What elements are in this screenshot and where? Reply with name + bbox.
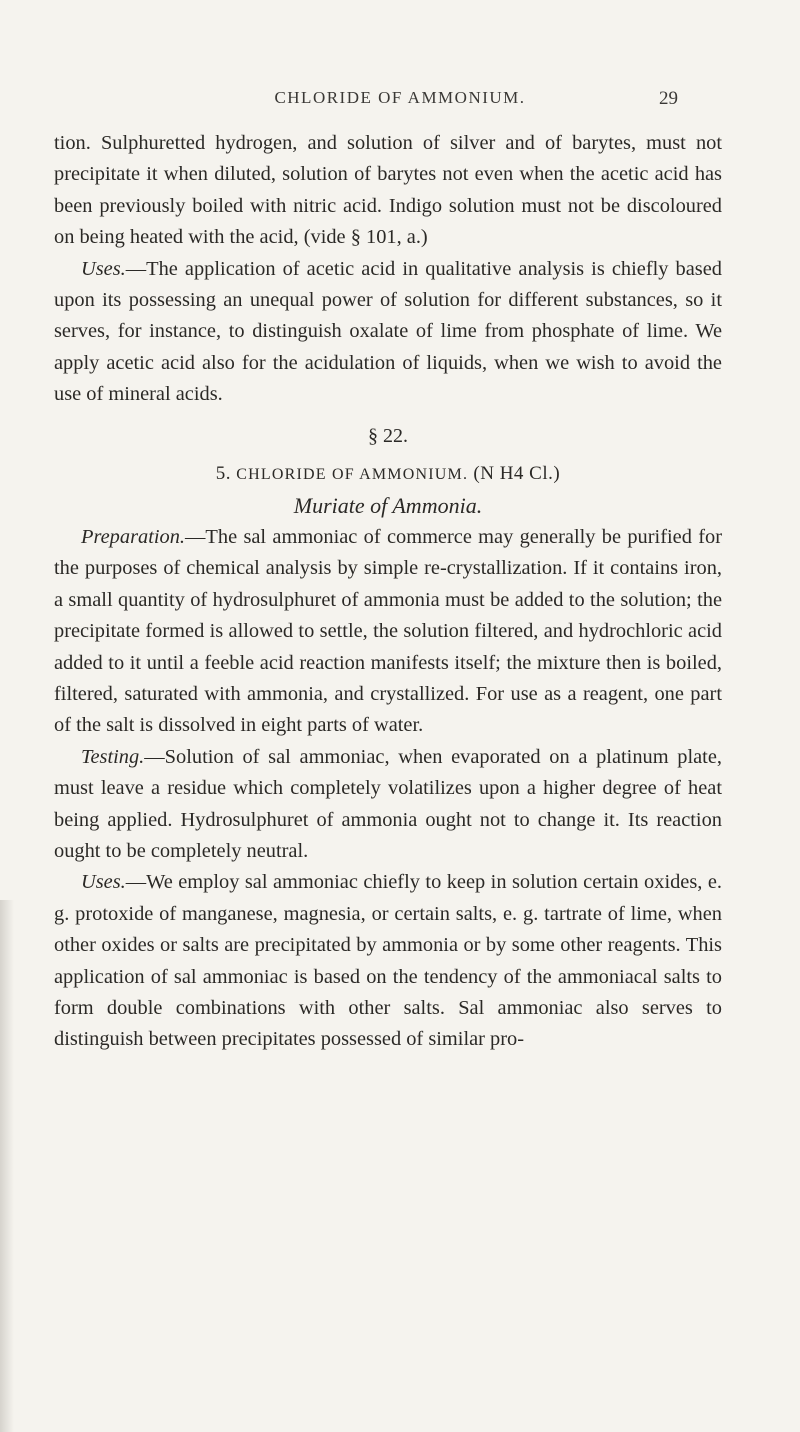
reagent-number: 5. [215, 463, 232, 485]
uses-text-2: —We employ sal ammoniac chiefly to keep in solution certain oxides, e. g. protoxide of manganese, magnesia, or certain salts, e. g. tartrate of lime, when other oxides or salts are precipitated by ammonia or by some other reagents. This application of sal ammoniac is based on the tendency of the ammoniacal salts to form double combinations with other salts. Sal ammoniac also serves to distinguish between precipitates possessed of similar pro- [54, 871, 722, 1051]
binding-shadow [0, 900, 14, 1432]
reagent-formula: (N H4 Cl.) [473, 463, 561, 485]
section-mark: § 22. [368, 424, 408, 447]
uses-label-2: Uses. [81, 871, 126, 894]
reagent-subtitle: Muriate of Ammonia. [293, 493, 483, 519]
testing-label: Testing. [81, 745, 145, 768]
paragraph-acetic-acid-testing: tion. Sulphuretted hydrogen, and solution of silver and of barytes, must not precipitate it when diluted, solution of barytes not even when the acetic acid has been previously boiled with nitric acid. Indigo solution must not be discoloured on being heated with the acid, (vide § 101, a.) [54, 132, 722, 249]
paragraph-uses-acetic-acid [54, 254, 722, 411]
page-header [0, 88, 800, 114]
preparation-text: —The sal ammoniac of commerce may generally be purified for the purposes of chemical analysis by simple re-crystallization. If it contains iron, a small quantity of hydrosulphuret of ammonia must be added to the solution; the precipitate formed is allowed to settle, the solution filtered, and hydrochloric acid added to it until a feeble acid reaction manifests itself; the mixture then is boiled, filtered, saturated with ammonia, and crystallized. For use as a reagent, one part of the salt is dissolved in eight parts of water. [54, 525, 722, 737]
body-text [54, 128, 722, 1056]
reagent-heading [54, 458, 722, 490]
preparation-label: Preparation. [81, 525, 186, 548]
uses-text: —The application of acetic acid in qualitative analysis is chiefly based upon its possessing an unequal power of solution for different substances, so it serves, for instance, to distinguish oxalate of lime from phosphate of lime. We apply acetic acid also for the acidulation of liquids, when we wish to avoid the use of mineral acids. [54, 257, 722, 406]
reagent-name: CHLORIDE OF AMMONIUM. [236, 466, 469, 484]
paragraph-preparation [54, 522, 722, 742]
paragraph-testing [54, 742, 722, 868]
running-title: CHLORIDE OF AMMONIUM. [274, 88, 526, 107]
uses-label: Uses. [81, 257, 126, 280]
testing-text: —Solution of sal ammoniac, when evaporated on a platinum plate, must leave a residue which completely volatilizes upon a higher degree of heat being applied. Hydrosulphuret of ammonia ought not to change it. Its reaction ought to be completely neutral. [54, 745, 722, 862]
page-number: 29 [659, 88, 678, 109]
paragraph-uses-sal-ammoniac [54, 867, 722, 1055]
